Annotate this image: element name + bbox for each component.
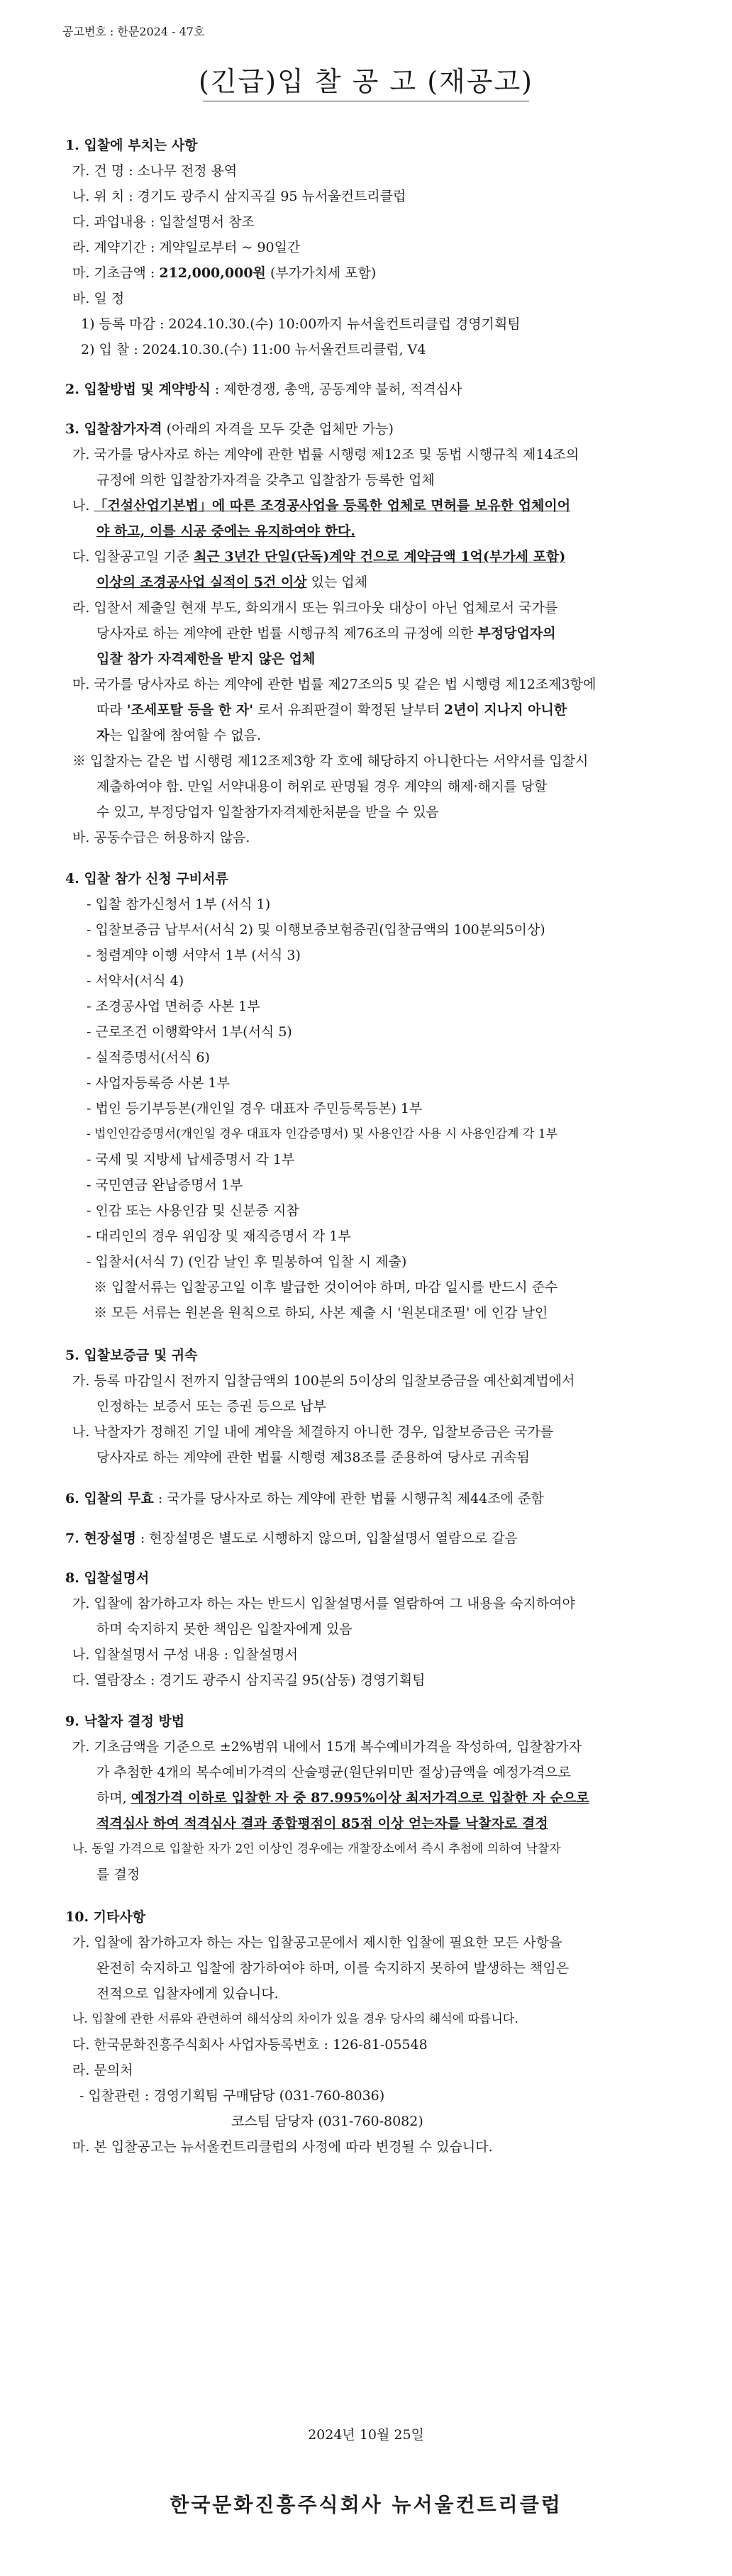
notice-line-s10d: 라. 문의처 — [72, 2063, 133, 2078]
notice-line-s3e3-part: 자 — [96, 728, 110, 743]
notice-line-s9b1: 나. 동일 가격으로 입찰한 자가 2인 이상인 경우에는 개찰장소에서 즉시 추첨에 의하여 낙찰자 — [72, 1842, 561, 1856]
notice-line-s10: 10. 기타사항 — [65, 1909, 146, 1925]
notice-date: 2024년 10월 25일 — [308, 2427, 424, 2443]
notice-line-s3-part: 3. 입찰참가자격 — [65, 421, 162, 437]
notice-line-s3n1: ※ 입찰자는 같은 법 시행령 제12조제3항 각 호에 해당하지 아니한다는 서약서를 입찰시 — [72, 753, 589, 769]
notice-line-s7-part: 7. 현장설명 — [65, 1531, 136, 1546]
notice-line-s10f: 코스팀 담당자 (031-760-8082) — [231, 2114, 423, 2129]
notice-line-s1e — [72, 262, 376, 282]
notice-line-s3e3 — [96, 725, 261, 744]
notice-line-s10b: 나. 입찰에 관한 서류와 관련하여 해석상의 차이가 있을 경우 당사의 해석에 따릅니다. — [72, 2012, 518, 2026]
notice-line-s2-part: : 제한경쟁, 총액, 공동계약 불허, 적격심사 — [210, 382, 462, 397]
notice-line-s4c: - 청렴계약 이행 서약서 1부 (서식 3) — [87, 948, 301, 963]
notice-line-s4q: ※ 모든 서류는 원본을 원칙으로 하되, 사본 제출 시 '원본대조필' 에 인감 날인 — [94, 1305, 548, 1321]
notice-line-s2-part: 2. 입찰방법 및 계약방식 — [65, 382, 211, 397]
notice-line-s3e1: 마. 국가를 당사자로 하는 계약에 관한 법률 제27조의5 및 같은 법 시행령 제12조제3항에 — [72, 677, 597, 692]
notice-line-s3b1-part: 나. — [72, 498, 94, 513]
notice-line-s8a2: 하며 숙지하지 못한 책임은 입찰자에게 있음 — [96, 1621, 353, 1637]
notice-line-s3c1 — [72, 546, 565, 565]
notice-line-s1e-part: 212,000,000원 — [159, 265, 266, 281]
notice-line-s5a2: 인정하는 보증서 또는 증권 등으로 납부 — [96, 1399, 326, 1414]
notice-line-s4j: - 법인인감증명서(개인일 경우 대표자 인감증명서) 및 사용인감 사용 시 사용인감계 각 1부 — [87, 1127, 558, 1141]
notice-line-s1c: 다. 과업내용 : 입찰설명서 참조 — [72, 214, 255, 230]
notice-line-s10a1: 가. 입찰에 참가하고자 하는 자는 입찰공고문에서 제시한 입찰에 필요한 모든 사항을 — [72, 1935, 562, 1950]
notice-line-s3f: 바. 공동수급은 허용하지 않음. — [72, 830, 250, 845]
notice-line-s3n2: 제출하여야 함. 만일 서약내용이 허위로 판명될 경우 계약의 해제·해지를 당할 — [96, 779, 548, 794]
notice-line-s8b: 나. 입찰설명서 구성 내용 : 입찰설명서 — [72, 1647, 298, 1662]
notice-line-s3d2 — [96, 623, 556, 642]
notice-line-s3a2: 규정에 의한 입찰참가자격을 갖추고 입찰참가 등록한 업체 — [96, 472, 435, 488]
notice-line-s1: 1. 입찰에 부치는 사항 — [65, 138, 198, 153]
notice-line-s4k: - 국세 및 지방세 납세증명서 각 1부 — [87, 1152, 295, 1167]
notice-line-s9a3-part: 하며, — [96, 1790, 131, 1806]
notice-line-s10e: - 입찰관련 : 경영기획팀 구매담당 (031-760-8036) — [79, 2088, 385, 2104]
notice-line-s3e2 — [96, 699, 567, 718]
notice-line-s4i: - 법인 등기부등본(개인일 경우 대표자 주민등록등본) 1부 — [87, 1101, 423, 1116]
notice-line-s10a3: 전적으로 입찰자에게 있습니다. — [96, 1986, 279, 2002]
notice-line-s4f: - 근로조건 이행확약서 1부(서식 5) — [87, 1024, 292, 1040]
notice-line-s6 — [65, 1488, 544, 1507]
notice-line-s9a4: 적격심사 하여 적격심사 결과 종합평점이 85점 이상 얻는자를 낙찰자로 결정 — [96, 1816, 548, 1831]
notice-line-s6-part: : 국가를 당사자로 하는 계약에 관한 법률 시행규칙 제44조에 준함 — [153, 1491, 544, 1506]
notice-line-s3d1: 라. 입찰서 제출일 현재 부도, 화의개시 또는 워크아웃 대상이 아닌 업체로서 국가를 — [72, 600, 558, 616]
notice-line-s1e-part: (부가가치세 포함) — [265, 265, 377, 281]
notice-line-s1g: 1) 등록 마감 : 2024.10.30.(수) 10:00까지 뉴서울컨트리클럽 경영기획팀 — [81, 316, 521, 332]
notice-line-s3n3: 수 있고, 부정당업자 입찰참가자격제한처분을 받을 수 있음 — [96, 804, 439, 820]
notice-line-s1b: 나. 위 치 : 경기도 광주시 삼지곡길 95 뉴서울컨트리클럽 — [72, 189, 406, 204]
notice-line-s4l: - 국민연금 완납증명서 1부 — [87, 1177, 243, 1193]
notice-line-s5b2: 당사자로 하는 계약에 관한 법률 시행령 제38조를 준용하여 당사로 귀속됨 — [96, 1450, 530, 1465]
notice-line-s4e: - 조경공사업 면허증 사본 1부 — [87, 999, 260, 1014]
notice-line-s3d2-part: 부정당업자의 — [477, 626, 556, 641]
notice-line-s5b1: 나. 낙찰자가 정해진 기일 내에 계약을 체결하지 아니한 경우, 입찰보증금은 국가를 — [72, 1424, 554, 1440]
notice-line-s5a1: 가. 등록 마감일시 전까지 입찰금액의 100분의 5이상의 입찰보증금을 예산회계법에서 — [72, 1373, 575, 1389]
notice-line-s9a3-part: 예정가격 이하로 입찰한 자 중 87.995%이상 최저가격으로 입찰한 자 순으로 — [131, 1790, 589, 1806]
notice-line-s7 — [65, 1528, 518, 1547]
notice-line-s4: 4. 입찰 참가 신청 구비서류 — [65, 871, 228, 887]
notice-line-s3 — [65, 418, 394, 438]
notice-line-s8c: 다. 열람장소 : 경기도 광주시 삼지곡길 95(삼동) 경영기획팀 — [72, 1672, 426, 1688]
notice-line-s6-part: 6. 입찰의 무효 — [65, 1491, 154, 1506]
notice-line-s1h: 2) 입 찰 : 2024.10.30.(수) 11:00 뉴서울컨트리클럽, V4 — [81, 342, 426, 357]
issuer-name: 한국문화진흥주식회사 뉴서울컨트리클럽 — [170, 2493, 562, 2516]
notice-line-s3a1: 가. 국가를 당사자로 하는 계약에 관한 법률 시행령 제12조 및 동법 시행규칙 제14조의 — [72, 447, 580, 462]
notice-line-s4o: - 입찰서(서식 7) (인감 날인 후 밀봉하여 입찰 시 제출) — [87, 1254, 407, 1270]
notice-line-s4n: - 대리인의 경우 위임장 및 재직증명서 각 1부 — [87, 1228, 351, 1244]
notice-line-s3d2-part: 당사자로 하는 계약에 관한 법률 시행규칙 제76조의 규정에 의한 — [96, 626, 478, 641]
notice-line-s3d3: 입찰 참가 자격제한을 받지 않은 업체 — [96, 651, 316, 667]
notice-line-s3c2-part: 이상의 조경공사업 실적이 5건 이상 — [96, 574, 307, 590]
notice-line-s4h: - 사업자등록증 사본 1부 — [87, 1075, 230, 1091]
notice-line-s7-part: : 현장설명은 별도로 시행하지 않으며, 입찰설명서 열람으로 갈음 — [135, 1531, 518, 1546]
notice-line-s9a3 — [96, 1787, 589, 1806]
notice-line-s10a2: 완전히 숙지하고 입찰에 참가하여야 하며, 이를 숙지하지 못하여 발생하는 책임은 — [96, 1960, 570, 1976]
notice-line-s9a2: 가 추첨한 4개의 복수예비가격의 산술평균(원단위미만 절상)금액을 예정가격으로 — [96, 1765, 571, 1780]
notice-line-s3e3-part: 는 입찰에 참여할 수 없음. — [109, 728, 262, 743]
notice-line-s3c1-part: 최근 3년간 단일(단독)계약 건으로 계약금액 1억(부가세 포함) — [194, 549, 566, 565]
notice-line-s10g: 마. 본 입찰공고는 뉴서울컨트리클럽의 사정에 따라 변경될 수 있습니다. — [72, 2139, 493, 2155]
notice-line-s9: 9. 낙찰자 결정 방법 — [65, 1714, 185, 1729]
notice-line-s9a1: 가. 기초금액을 기준으로 ±2%범위 내에서 15개 복수예비가격을 작성하여, 입찰참가자 — [72, 1739, 582, 1755]
notice-line-s3c2 — [96, 572, 367, 591]
notice-line-s4g: - 실적증명서(서식 6) — [87, 1050, 210, 1065]
notice-line-s1f: 바. 일 정 — [72, 291, 125, 306]
notice-number: 공고번호 : 한문2024 - 47호 — [62, 25, 205, 38]
notice-line-s1a: 가. 건 명 : 소나무 전정 용역 — [72, 163, 238, 179]
notice-line-s3c1-part: 다. 입찰공고일 기준 — [72, 549, 194, 565]
notice-line-s10c: 다. 한국문화진흥주식회사 사업자등록번호 : 126-81-05548 — [72, 2037, 428, 2053]
notice-line-s2 — [65, 379, 462, 398]
notice-line-s3c2-part: 있는 업체 — [306, 574, 368, 590]
notice-line-s3b1-part: 「건설산업기본법」에 따른 조경공사업을 등록한 업체로 면허를 보유한 업체이어 — [94, 498, 571, 513]
notice-line-s4m: - 인감 또는 사용인감 및 신분증 지참 — [87, 1203, 299, 1218]
notice-line-s5: 5. 입찰보증금 및 귀속 — [65, 1348, 198, 1363]
notice-line-s3e2-part: '조세포탈 등을 한 자' — [126, 702, 254, 718]
page-title: (긴급)입 찰 공 고 (재공고) — [199, 66, 533, 97]
notice-line-s3-part: (아래의 자격을 모두 갖춘 업체만 가능) — [162, 421, 394, 437]
notice-line-s8a1: 가. 입찰에 참가하고자 하는 자는 반드시 입찰설명서를 열람하여 그 내용을 숙지하여야 — [72, 1596, 575, 1611]
notice-line-s4p: ※ 입찰서류는 입찰공고일 이후 발급한 것이어야 하며, 마감 일시를 반드시 준수 — [94, 1279, 558, 1295]
notice-line-s1e-part: 마. 기초금액 : — [72, 265, 160, 281]
notice-line-s4d: - 서약서(서식 4) — [87, 973, 184, 989]
notice-line-s4b: - 입찰보증금 납부서(서식 2) 및 이행보증보험증권(입찰금액의 100분의5이상) — [87, 922, 545, 938]
notice-line-s9b2: 를 결정 — [96, 1867, 140, 1882]
notice-line-s3e2-part: 2년이 지나지 아니한 — [443, 702, 567, 718]
notice-line-s3b2: 야 하고, 이를 시공 중에는 유지하여야 한다. — [96, 523, 355, 539]
notice-line-s3e2-part: 로서 유죄판결이 확정된 날부터 — [253, 702, 444, 718]
notice-line-s8: 8. 입찰설명서 — [65, 1570, 150, 1586]
notice-line-s4a: - 입찰 참가신청서 1부 (서식 1) — [87, 896, 271, 912]
notice-line-s3b1 — [72, 495, 570, 514]
notice-line-s1d: 라. 계약기간 : 계약일로부터 ~ 90일간 — [72, 240, 301, 255]
notice-line-s3e2-part: 따라 — [96, 702, 127, 718]
